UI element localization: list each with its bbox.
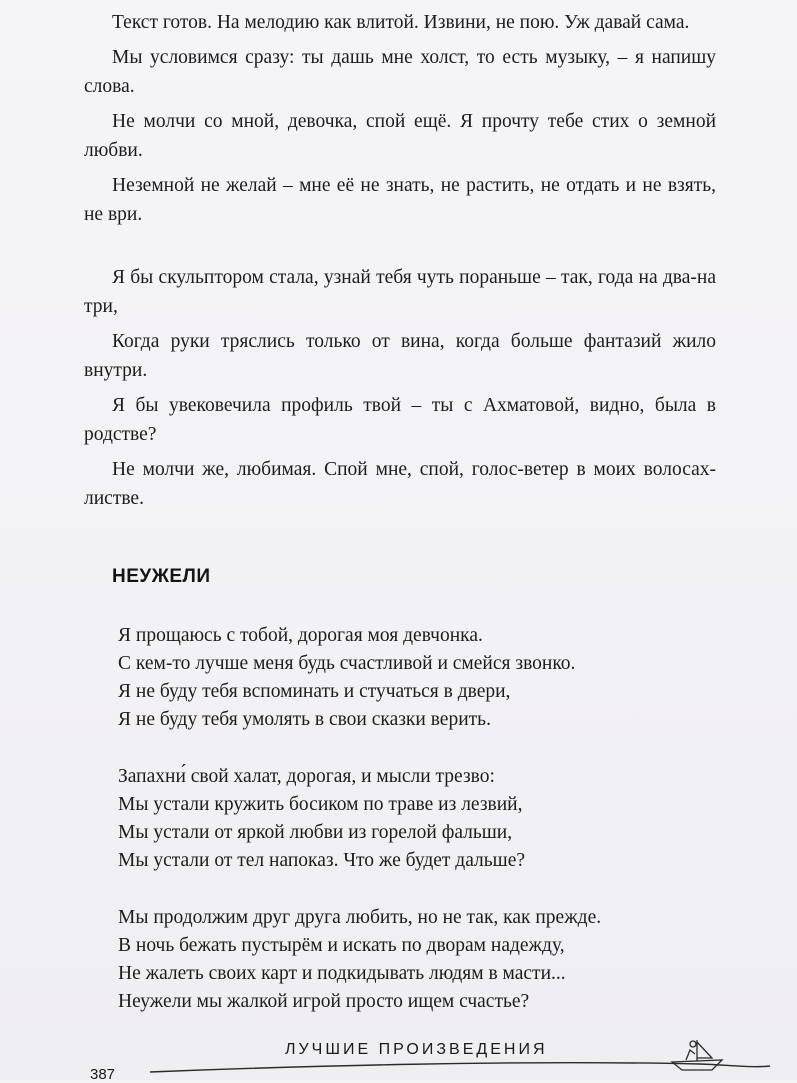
prose-paragraph: Когда руки тряслись только от вина, когда больше фантазий жило внутри. (84, 331, 716, 381)
prose-paragraph: Мы условимся сразу: ты дашь мне холст, то есть музыку, – я напишу слова. (84, 47, 716, 97)
poem-title: НЕУЖЕЛИ (112, 566, 211, 587)
page-number: 387 (90, 1066, 116, 1083)
poem-line: В ночь бежать пустырём и искать по дворам надежду, (118, 935, 565, 956)
poem-line: Запахни́ свой халат, дорогая, и мысли трезво: (118, 766, 495, 787)
poem-body (118, 622, 601, 1045)
poem-line: Не жалеть своих карт и подкидывать людям в масти... (118, 963, 566, 984)
prose-paragraph: Текст готов. На мелодию как влитой. Извини, не пою. Уж давай сама. (112, 12, 690, 33)
poem-line: Я не буду тебя умолять в свои сказки верить. (118, 709, 491, 730)
prose-paragraph: Не молчи же, любимая. Спой мне, спой, голос-ветер в моих волосах-листве. (84, 459, 716, 509)
prose-section (84, 8, 716, 519)
poem-stanza (118, 763, 601, 875)
footer-wave-line (150, 1063, 770, 1072)
prose-paragraph: Я бы скульптором стала, узнай тебя чуть пораньше – так, года на два-на три, (84, 267, 716, 317)
poem-line: Мы продолжим друг друга любить, но не так, как прежде. (118, 907, 602, 928)
poem-line: С кем-то лучше меня будь счастливой и смейся звонко. (118, 653, 576, 674)
poem-line: Неужели мы жалкой игрой просто ищем счастье? (118, 991, 530, 1012)
poem-stanza (118, 904, 601, 1016)
boat-icon (672, 1040, 722, 1070)
poem-line: Мы устали кружить босиком по траве из лезвий, (118, 794, 523, 815)
poem-stanza (118, 622, 601, 734)
footer-book-title: ЛУЧШИЕ ПРОИЗВЕДЕНИЯ (285, 1041, 548, 1058)
prose-paragraph: Я бы увековечила профиль твой – ты с Ахматовой, видно, была в родстве? (84, 395, 716, 445)
page-footer (0, 1030, 797, 1083)
poem-line: Я не буду тебя вспоминать и стучаться в двери, (118, 681, 511, 702)
poem-line: Мы устали от яркой любви из горелой фальши, (118, 822, 513, 843)
prose-paragraph: Не молчи со мной, девочка, спой ещё. Я прочту тебе стих о земной любви. (84, 111, 716, 161)
prose-paragraph: Неземной не желай – мне её не знать, не растить, не отдать и не взять, не ври. (84, 175, 716, 225)
poem-line: Я прощаюсь с тобой, дорогая моя девчонка. (118, 625, 483, 646)
poem-line: Мы устали от тел напоказ. Что же будет дальше? (118, 850, 526, 871)
